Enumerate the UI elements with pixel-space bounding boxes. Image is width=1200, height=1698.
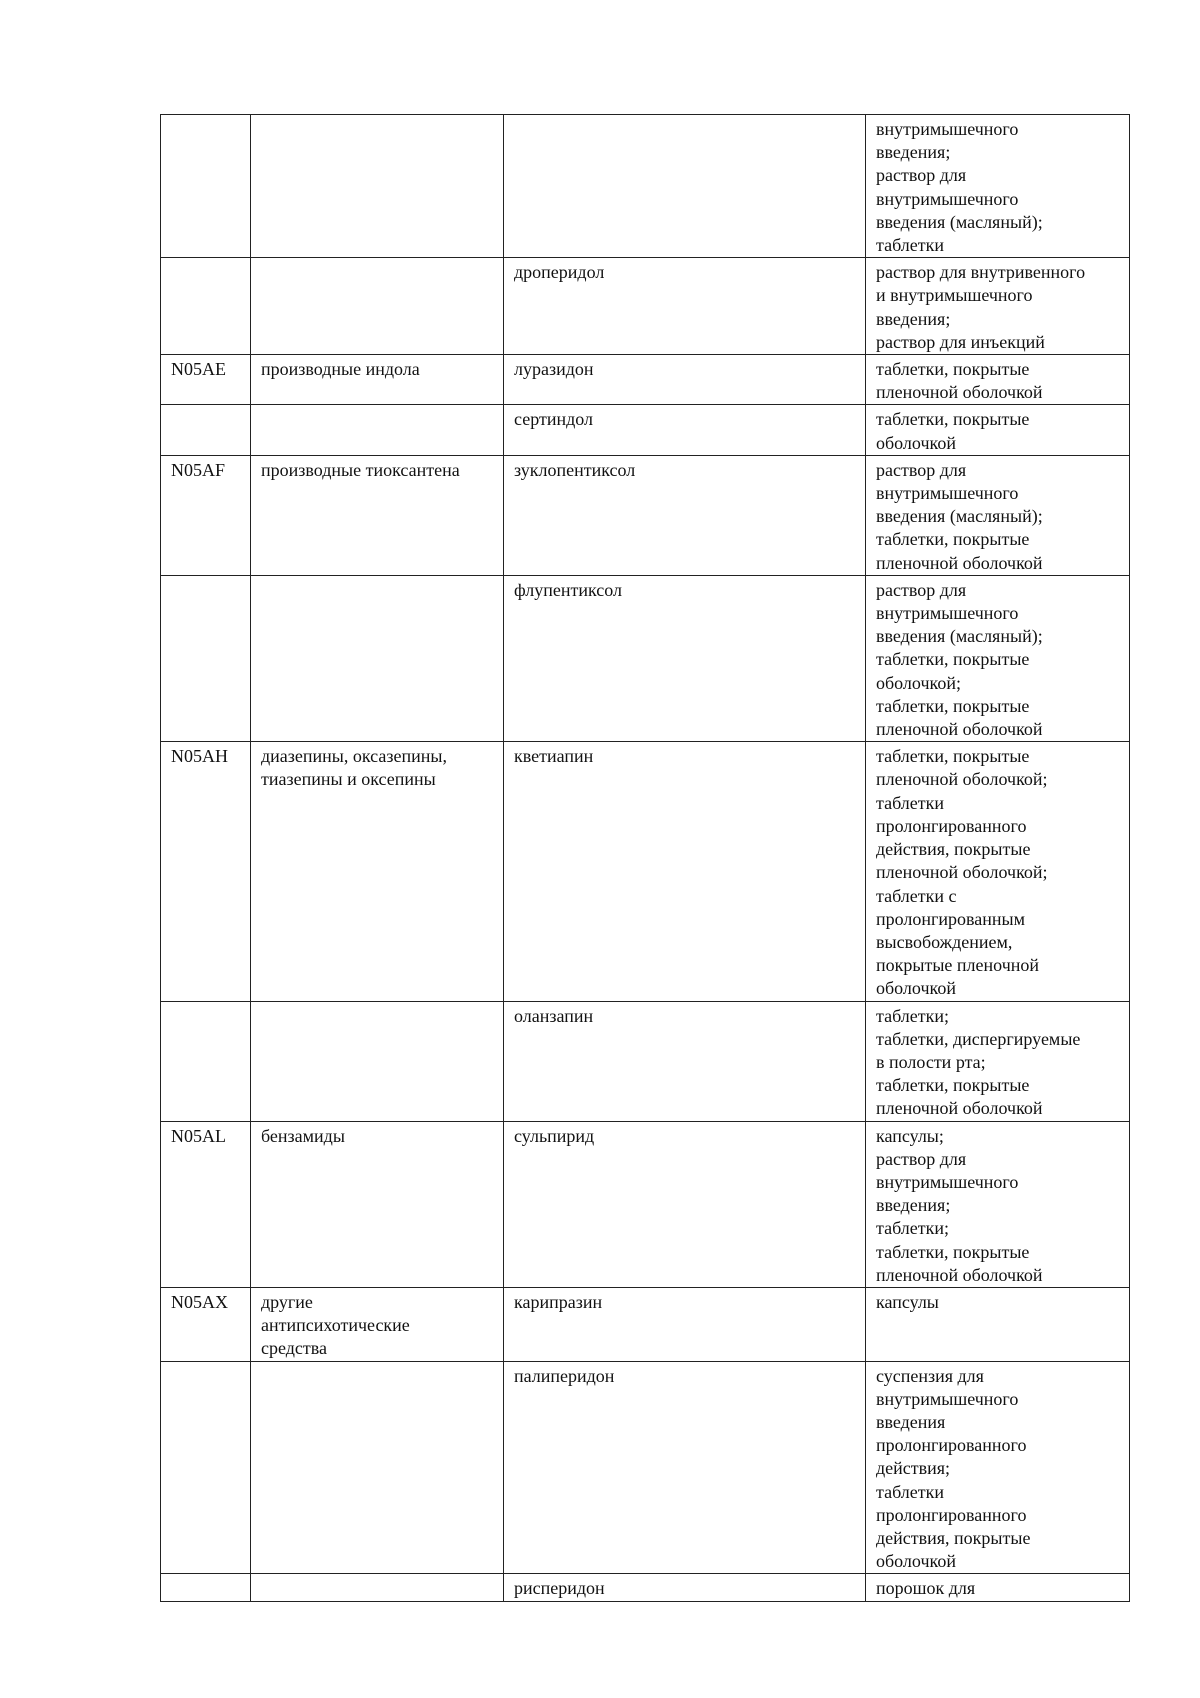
- dosage-form-line: введения;: [876, 308, 951, 329]
- pharmacological-group: другие: [261, 1291, 313, 1312]
- drug-name-cell: [504, 1001, 866, 1121]
- drug-name: дроперидол: [514, 262, 605, 283]
- dosage-form-line: введения;: [876, 1195, 951, 1216]
- dosage-form-line: внутримышечного: [876, 1171, 1019, 1192]
- drug-name: кветиапин: [514, 746, 594, 767]
- dosage-form-line: введения (масляный);: [876, 211, 1043, 232]
- dosage-form-cell: [866, 455, 1130, 575]
- dosage-form-line: таблетки: [876, 235, 945, 256]
- drug-name-cell: [504, 405, 866, 455]
- dosage-form-line: таблетки, покрытые: [876, 529, 1030, 550]
- drug-name-cell: [504, 1121, 866, 1287]
- dosage-form-cell: [866, 1574, 1130, 1601]
- drug-name: сертиндол: [514, 409, 593, 430]
- drug-name-cell: [504, 355, 866, 405]
- group-cell: [251, 355, 504, 405]
- atc-code-cell: [161, 742, 251, 1001]
- dosage-form-line: таблетки;: [876, 1005, 950, 1026]
- dosage-form-line: порошок для: [876, 1578, 976, 1599]
- dosage-form-cell: [866, 115, 1130, 258]
- table-row: [161, 1361, 1130, 1574]
- dosage-form-line: пленочной оболочкой: [876, 382, 1043, 403]
- atc-code-cell: [161, 405, 251, 455]
- atc-code: N05AF: [171, 459, 226, 480]
- table-row: [161, 355, 1130, 405]
- drug-name-cell: [504, 115, 866, 258]
- pharmacological-group: диазепины, оксазепины,: [261, 746, 447, 767]
- dosage-form-line: действия, покрытые: [876, 839, 1031, 860]
- dosage-form-line: раствор для инъекций: [876, 331, 1045, 352]
- dosage-form-line: введения (масляный);: [876, 626, 1043, 647]
- atc-code: N05AH: [171, 746, 228, 767]
- drug-name: карипразин: [514, 1291, 603, 1312]
- drug-name-cell: [504, 575, 866, 741]
- dosage-form-line: раствор для: [876, 1148, 967, 1169]
- dosage-form-line: таблетки, покрытые: [876, 1075, 1030, 1096]
- pharmacological-group: антипсихотические: [261, 1315, 410, 1336]
- dosage-form-line: раствор для: [876, 579, 967, 600]
- dosage-form-line: внутримышечного: [876, 1388, 1019, 1409]
- dosage-form-line: оболочкой: [876, 1551, 956, 1572]
- pharmacological-group: тиазепины и оксепины: [261, 769, 436, 790]
- dosage-form-line: внутримышечного: [876, 119, 1019, 139]
- pharmacological-group: бензамиды: [261, 1125, 345, 1146]
- atc-code: N05AL: [171, 1125, 226, 1146]
- dosage-form-cell: [866, 258, 1130, 355]
- dosage-form-line: оболочкой;: [876, 672, 961, 693]
- drug-name-cell: [504, 258, 866, 355]
- drug-table: [160, 114, 1130, 1602]
- group-cell: [251, 575, 504, 741]
- dosage-form-line: раствор для внутривенного: [876, 262, 1086, 283]
- atc-code-cell: [161, 355, 251, 405]
- table-row: [161, 455, 1130, 575]
- drug-name-cell: [504, 1574, 866, 1601]
- dosage-form-line: таблетки: [876, 792, 945, 813]
- group-cell: [251, 115, 504, 258]
- dosage-form-line: действия;: [876, 1458, 951, 1479]
- atc-code: N05AE: [171, 359, 226, 380]
- dosage-form-cell: [866, 742, 1130, 1001]
- dosage-form-line: введения (масляный);: [876, 506, 1043, 527]
- dosage-form-line: в полости рта;: [876, 1051, 986, 1072]
- pharmacological-group: средства: [261, 1338, 328, 1359]
- group-cell: [251, 258, 504, 355]
- atc-code-cell: [161, 1361, 251, 1574]
- dosage-form-line: оболочкой: [876, 432, 956, 453]
- dosage-form-cell: [866, 1361, 1130, 1574]
- table-row: [161, 575, 1130, 741]
- group-cell: [251, 1574, 504, 1601]
- dosage-form-cell: [866, 1121, 1130, 1287]
- dosage-form-cell: [866, 405, 1130, 455]
- table-row: [161, 258, 1130, 355]
- dosage-form-line: пленочной оболочкой: [876, 719, 1043, 740]
- dosage-form-line: таблетки, покрытые: [876, 409, 1030, 430]
- dosage-form-line: пролонгированного: [876, 815, 1027, 836]
- dosage-form-line: пленочной оболочкой: [876, 552, 1043, 573]
- dosage-form-line: пленочной оболочкой: [876, 1098, 1043, 1119]
- drug-name: сульпирид: [514, 1125, 595, 1146]
- dosage-form-line: пролонгированного: [876, 1435, 1027, 1456]
- drug-name-cell: [504, 1361, 866, 1574]
- dosage-form-line: высвобождением,: [876, 931, 1013, 952]
- atc-code-cell: [161, 1574, 251, 1601]
- table-row: [161, 115, 1130, 258]
- atc-code-cell: [161, 455, 251, 575]
- dosage-form-line: и внутримышечного: [876, 285, 1033, 306]
- table-row: [161, 1287, 1130, 1361]
- dosage-form-line: таблетки с: [876, 885, 957, 906]
- dosage-form-line: внутримышечного: [876, 483, 1019, 504]
- dosage-form-line: таблетки, диспергируемые: [876, 1028, 1081, 1049]
- dosage-form-cell: [866, 575, 1130, 741]
- dosage-form-line: таблетки, покрытые: [876, 359, 1030, 380]
- dosage-form-line: капсулы: [876, 1291, 939, 1312]
- dosage-form-line: действия, покрытые: [876, 1527, 1031, 1548]
- drug-name: зуклопентиксол: [514, 459, 636, 480]
- dosage-form-cell: [866, 1001, 1130, 1121]
- drug-name-cell: [504, 455, 866, 575]
- drug-name-cell: [504, 1287, 866, 1361]
- dosage-form-cell: [866, 1287, 1130, 1361]
- group-cell: [251, 742, 504, 1001]
- dosage-form-line: пролонгированного: [876, 1504, 1027, 1525]
- drug-name: оланзапин: [514, 1005, 594, 1026]
- dosage-form-line: раствор для: [876, 459, 967, 480]
- pharmacological-group: производные тиоксантена: [261, 459, 460, 480]
- dosage-form-line: пленочной оболочкой: [876, 1264, 1043, 1285]
- dosage-form-line: внутримышечного: [876, 603, 1019, 624]
- dosage-form-line: таблетки, покрытые: [876, 746, 1030, 767]
- dosage-form-line: таблетки, покрытые: [876, 649, 1030, 670]
- dosage-form-line: введения;: [876, 142, 951, 163]
- drug-name: флупентиксол: [514, 579, 622, 600]
- table-row: [161, 405, 1130, 455]
- dosage-form-line: покрытые пленочной: [876, 955, 1040, 976]
- table-row: [161, 1001, 1130, 1121]
- drug-name: луразидон: [514, 359, 594, 380]
- table-row: [161, 1574, 1130, 1601]
- atc-code-cell: [161, 115, 251, 258]
- dosage-form-line: внутримышечного: [876, 188, 1019, 209]
- drug-name: палиперидон: [514, 1365, 615, 1386]
- dosage-form-line: пленочной оболочкой;: [876, 769, 1048, 790]
- dosage-form-line: капсулы;: [876, 1125, 944, 1146]
- dosage-form-line: оболочкой: [876, 978, 956, 999]
- atc-code-cell: [161, 1287, 251, 1361]
- atc-code: N05AX: [171, 1291, 228, 1312]
- dosage-form-line: введения: [876, 1411, 946, 1432]
- dosage-form-line: пролонгированным: [876, 908, 1026, 929]
- group-cell: [251, 1121, 504, 1287]
- drug-name-cell: [504, 742, 866, 1001]
- group-cell: [251, 455, 504, 575]
- drug-name: рисперидон: [514, 1578, 605, 1599]
- dosage-form-line: таблетки: [876, 1481, 945, 1502]
- dosage-form-line: таблетки;: [876, 1218, 950, 1239]
- dosage-form-line: раствор для: [876, 165, 967, 186]
- group-cell: [251, 1287, 504, 1361]
- dosage-form-cell: [866, 355, 1130, 405]
- dosage-form-line: таблетки, покрытые: [876, 695, 1030, 716]
- table-body: [161, 115, 1130, 1602]
- group-cell: [251, 1001, 504, 1121]
- atc-code-cell: [161, 1121, 251, 1287]
- atc-code-cell: [161, 575, 251, 741]
- dosage-form-line: пленочной оболочкой;: [876, 862, 1048, 883]
- dosage-form-line: суспензия для: [876, 1365, 984, 1386]
- table-row: [161, 1121, 1130, 1287]
- atc-code-cell: [161, 1001, 251, 1121]
- table-row: [161, 742, 1130, 1001]
- group-cell: [251, 405, 504, 455]
- group-cell: [251, 1361, 504, 1574]
- dosage-form-line: таблетки, покрытые: [876, 1241, 1030, 1262]
- atc-code-cell: [161, 258, 251, 355]
- pharmacological-group: производные индола: [261, 359, 420, 380]
